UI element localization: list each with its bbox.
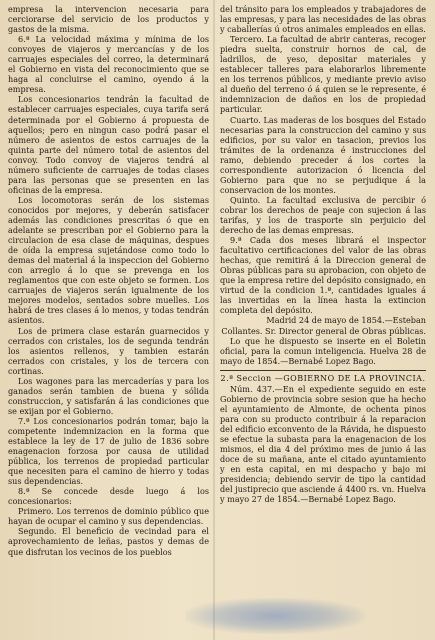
- paragraph: 9.ª Cada dos meses librará el inspector facultativo certificaciones del valor de las obras hechas, que remitirá á la Direccion general de Obras públicas para su aprobacion, con objeto de que la empresa retire del depósito consignado, en virtud de la condicion 1.ª, cantidades iguales á las invertidas en la línea hasta la extincion completa del depósito.: [220, 235, 426, 316]
- paragraph: Primero. Los terrenos de dominio público que hayan de ocupar el camino y sus dependencias.: [8, 506, 209, 527]
- paragraph: Tercero. La facultad de abrir canteras, recoger piedra suelta, construir hornos de cal, de ladrillos, de yeso, depositar materiales y establecer talleres para elaborarlos libremente en los terrenos públicos, y mediante previo aviso al dueño del terreno ó á quien se le represente, é indemnizacion de daños en los de propiedad particular.: [220, 34, 426, 115]
- paragraph: Los wagones para las mercaderías y para los ganados serán tambien de buena y sólida construccion, y satisfarán á las condiciones que se exijan por el Gobierno.: [8, 375, 209, 416]
- paragraph: Núm. 437.—En el expediente seguido en este Gobierno de provincia sobre sesion que ha hecho el ayuntamiento de Almonte, de ochenta pinos para con su producto contribuir á la reparacion del edificio exconvento de la Rávida, he dispuesto se efectue la subasta para la enagenacion de los mismos, el dia 4 del próximo mes de junio á las doce de su mañana, ante el citado ayuntamiento y en esta capital, en mi despacho y bajo mi presidencia; debiendo servir de tipo la cantidad del justiprecio que asciende á 4400 rs. vn. Huelva y mayo 27 de 1854.—Bernabé Lopez Bago.: [220, 383, 426, 505]
- right-column: [220, 4, 426, 504]
- left-column: [8, 4, 209, 557]
- section-rule: [220, 370, 426, 371]
- paragraph: 6.ª La velocidad máxima y mínima de los convoyes de viajeros y mercancías y de los carruajes especiales del correo, la determinará el Gobierno en vista del reconocimiento que se haga al concluirse el camino, oyendo á la empresa.: [8, 34, 209, 95]
- paragraph: del tránsito para los empleados y trabajadores de las empresas, y para las necesidades de las obras y caballerías ú otros animales empleados en ellas.: [220, 4, 426, 35]
- section-title: 2.ª Seccion —GOBIERNO DE LA PROVINCIA.: [220, 373, 426, 383]
- paragraph: 7.ª Los concesionarios podrán tomar, bajo la competente indemnizacion en la forma que establece la ley de 17 de julio de 1836 sobre enagenacion forzosa por causa de utilidad pública, los terrenos de propiedad particular que necesiten para el camino de hierro y todas sus dependencias.: [8, 415, 209, 487]
- ink-stain: [185, 598, 365, 634]
- paragraph: Quinto. La facultad exclusiva de percibir ó cobrar los derechos de peaje con sujecion á las tarifas, y los de trasporte sin perjuicio del derecho de las demas empresas.: [220, 194, 426, 236]
- paragraph: Cuarto. Las maderas de los bosques del Estado necesarias para la construccion del camino y sus edificios, por su valor en tasacion, previos los trámites de la ordenanza é instrucciones del ramo, debiendo preceder á los cortes la correspondiente autorizacion ó licencia del Gobierno para que no se perjudique á la conservacion de los montes.: [220, 114, 426, 195]
- paragraph: Lo que he dispuesto se inserte en el Boletin oficial, para la comun inteligencia. Huelva 28 de mayo de 1854.—Bernabé Lopez Bago.: [220, 335, 426, 366]
- paragraph: Segundo. El beneficio de vecindad para el aprovechamiento de leñas, pastos y demas de que disfrutan los vecinos de los pueblos: [8, 526, 209, 557]
- paragraph: empresa la intervencion necesaria para cerciorarse del servicio de los productos y gastos de la misma.: [8, 4, 209, 35]
- paragraph: Los locomotoras serán de los sistemas conocidos por mejores, y deberán satisfacer además las condiciones prescritas ó que en adelante se prescriban por el Gobierno para la circulacion de esa clase de máquinas, despues de oída la empresa sujetándose como todo lo demas del material á la inspeccion del Gobierno con arreglo á lo que se prevenga en los reglamentos que con este objeto se formen. Los carruajes de viajeros serán igualmente de los mejores modelos, sentados sobre muelles. Los habrá de tres clases á lo menos, y todas tendrán asientos.: [8, 194, 209, 326]
- paragraph: 8.ª Se concede desde luego á los concesionarios:: [8, 486, 209, 507]
- column-divider: [213, 0, 215, 640]
- paragraph: Los concesionarios tendrán la facultad de establecer carruajes especiales, cuya tarifa será determinada por el Gobierno á propuesta de aquellos; pero en ningun caso podrá pasar el número de asientos de estos carruajes de la quinta parte del número total de asientos del convoy. Todo convoy de viajeros tendrá al número suficiente de carruajes de todas clases para las personas que se presenten en las oficinas de la empresa.: [8, 94, 209, 195]
- signature-line: Madrid 24 de mayo de 1854.—Esteban Collantes. Sr. Director general de Obras públicas.: [221, 315, 426, 336]
- paragraph: Los de primera clase estarán guarnecidos y cerrados con cristales, los de segunda tendrán los asientos rellenos, y tambien estarán cerrados con cristales, y los de tercera con cortinas.: [8, 325, 209, 376]
